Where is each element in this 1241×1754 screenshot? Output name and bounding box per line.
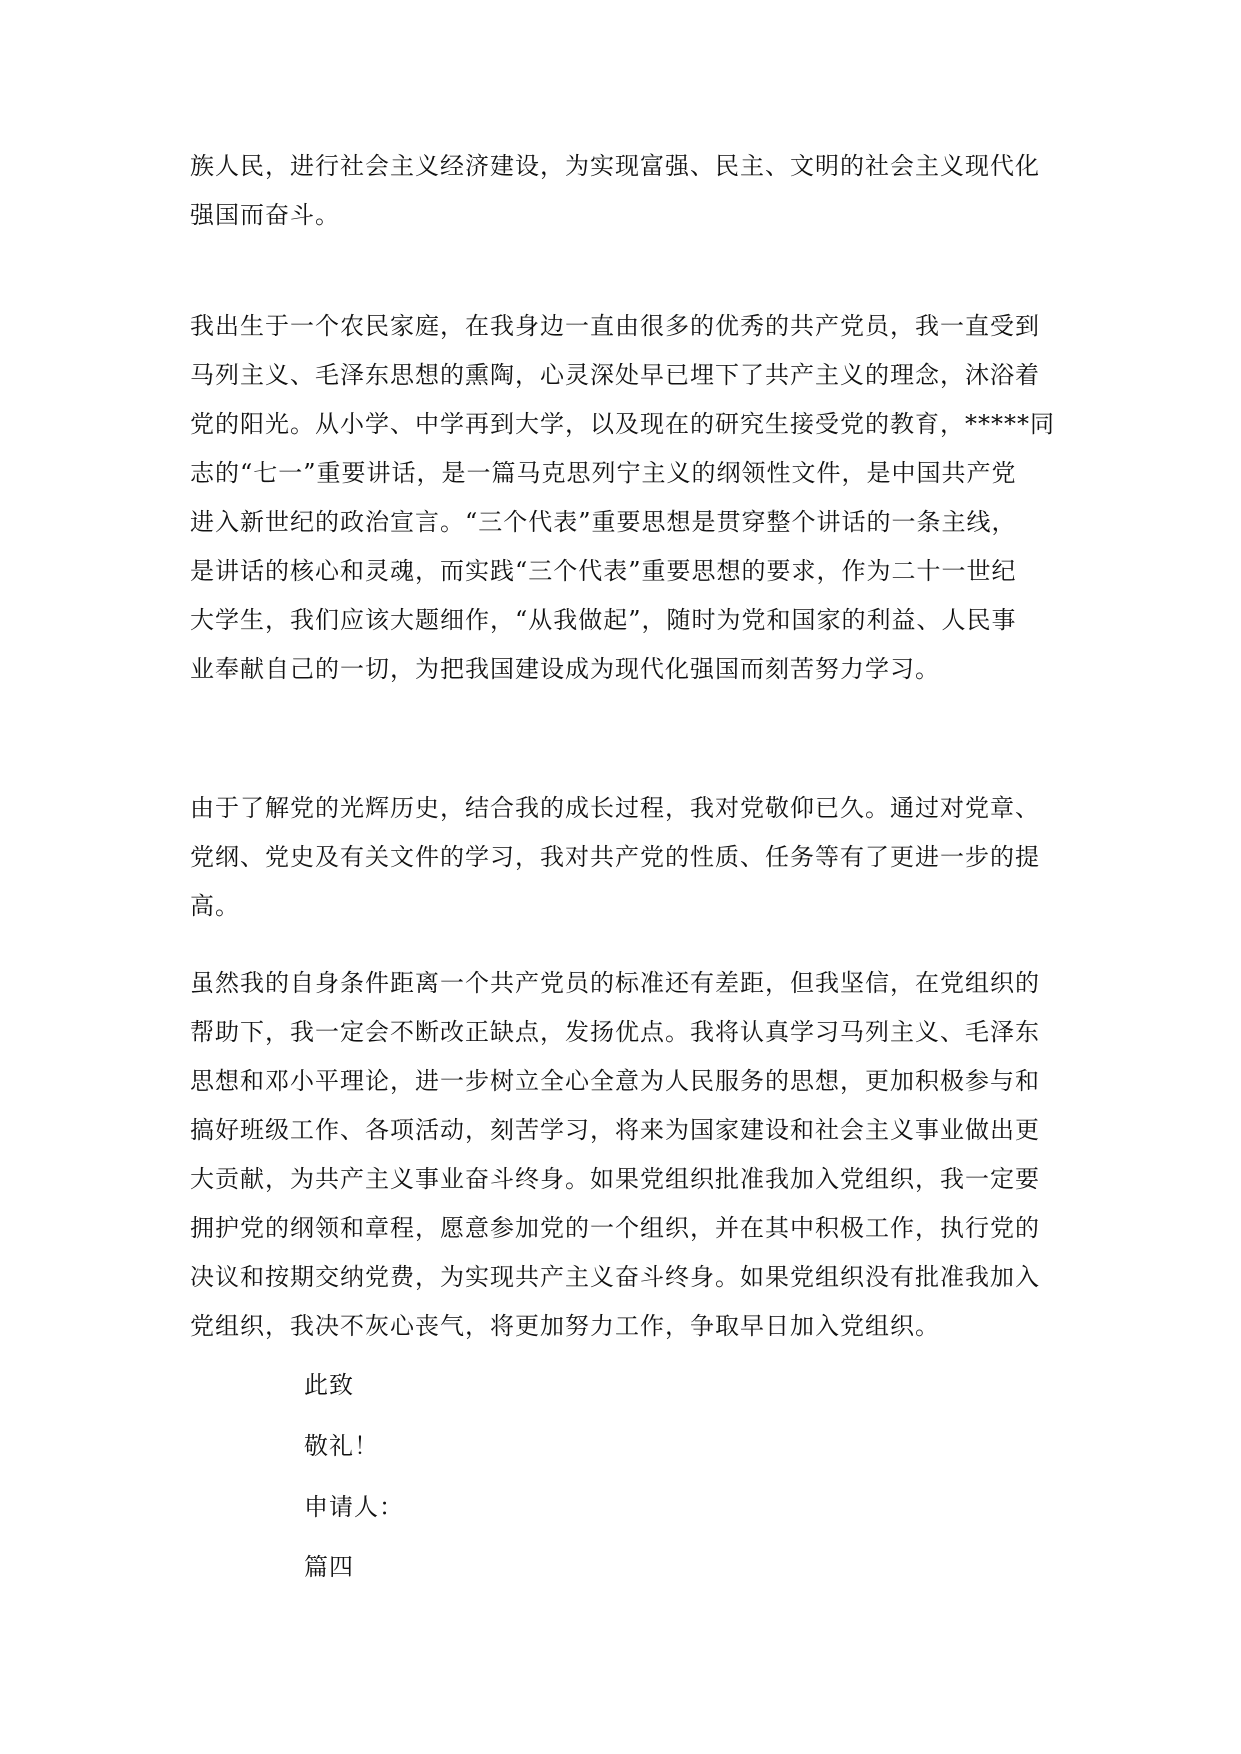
text-line: 族人民，进行社会主义经济建设，为实现富强、民主、文明的社会主义现代化 [190,152,1040,180]
text-line: 拥护党的纲领和章程，愿意参加党的一个组织，并在其中积极工作，执行党的 [190,1214,1040,1242]
text-line: 大贡献，为共产主义事业奋斗终身。如果党组织批准我加入党组织，我一定要 [190,1165,1040,1193]
text-line: 决议和按期交纳党费，为实现共产主义奋斗终身。如果党组织没有批准我加入 [190,1263,1040,1291]
text-line: 党的阳光。从小学、中学再到大学，以及现在的研究生接受党的教育，*****同 [190,410,1055,438]
text-line: 进入新世纪的政治宣言。“三个代表”重要思想是贯穿整个讲话的一条主线， [190,508,1017,536]
paragraph-1 [190,142,1060,240]
paragraph-2 [190,302,1060,694]
text-line: 虽然我的自身条件距离一个共产党员的标准还有差距，但我坚信，在党组织的 [190,969,1040,997]
text-line: 我出生于一个农民家庭，在我身边一直由很多的优秀的共产党员，我一直受到 [190,312,1040,340]
text-line: 马列主义、毛泽东思想的熏陶，心灵深处早已埋下了共产主义的理念，沐浴着 [190,361,1040,389]
closing-salutation: 此致 [304,1371,354,1399]
text-line: 大学生，我们应该大题细作，“从我做起”，随时为党和国家的利益、人民事 [190,606,1017,634]
text-line: 思想和邓小平理论，进一步树立全心全意为人民服务的思想，更加积极参与和 [190,1067,1040,1095]
text-line: 强国而奋斗。 [190,201,340,229]
closing-respect: 敬礼！ [304,1432,379,1460]
section-heading: 篇四 [304,1553,354,1581]
paragraph-4 [190,959,1060,1351]
text-line: 搞好班级工作、各项活动，刻苦学习，将来为国家建设和社会主义事业做出更 [190,1116,1040,1144]
text-line: 是讲话的核心和灵魂，而实践“三个代表”重要思想的要求，作为二十一世纪 [190,557,1017,585]
paragraph-3 [190,784,1060,931]
text-line: 党组织，我决不灰心丧气，将更加努力工作，争取早日加入党组织。 [190,1312,940,1340]
text-line: 由于了解党的光辉历史，结合我的成长过程，我对党敬仰已久。通过对党章、 [190,794,1040,822]
text-line: 高。 [190,892,240,920]
text-line: 党纲、党史及有关文件的学习，我对共产党的性质、任务等有了更进一步的提 [190,843,1040,871]
applicant-label: 申请人： [304,1493,404,1521]
text-line: 志的“七一”重要讲话，是一篇马克思列宁主义的纲领性文件，是中国共产党 [190,459,1017,487]
text-line: 帮助下，我一定会不断改正缺点，发扬优点。我将认真学习马列主义、毛泽东 [190,1018,1040,1046]
text-line: 业奉献自己的一切，为把我国建设成为现代化强国而刻苦努力学习。 [190,655,940,683]
